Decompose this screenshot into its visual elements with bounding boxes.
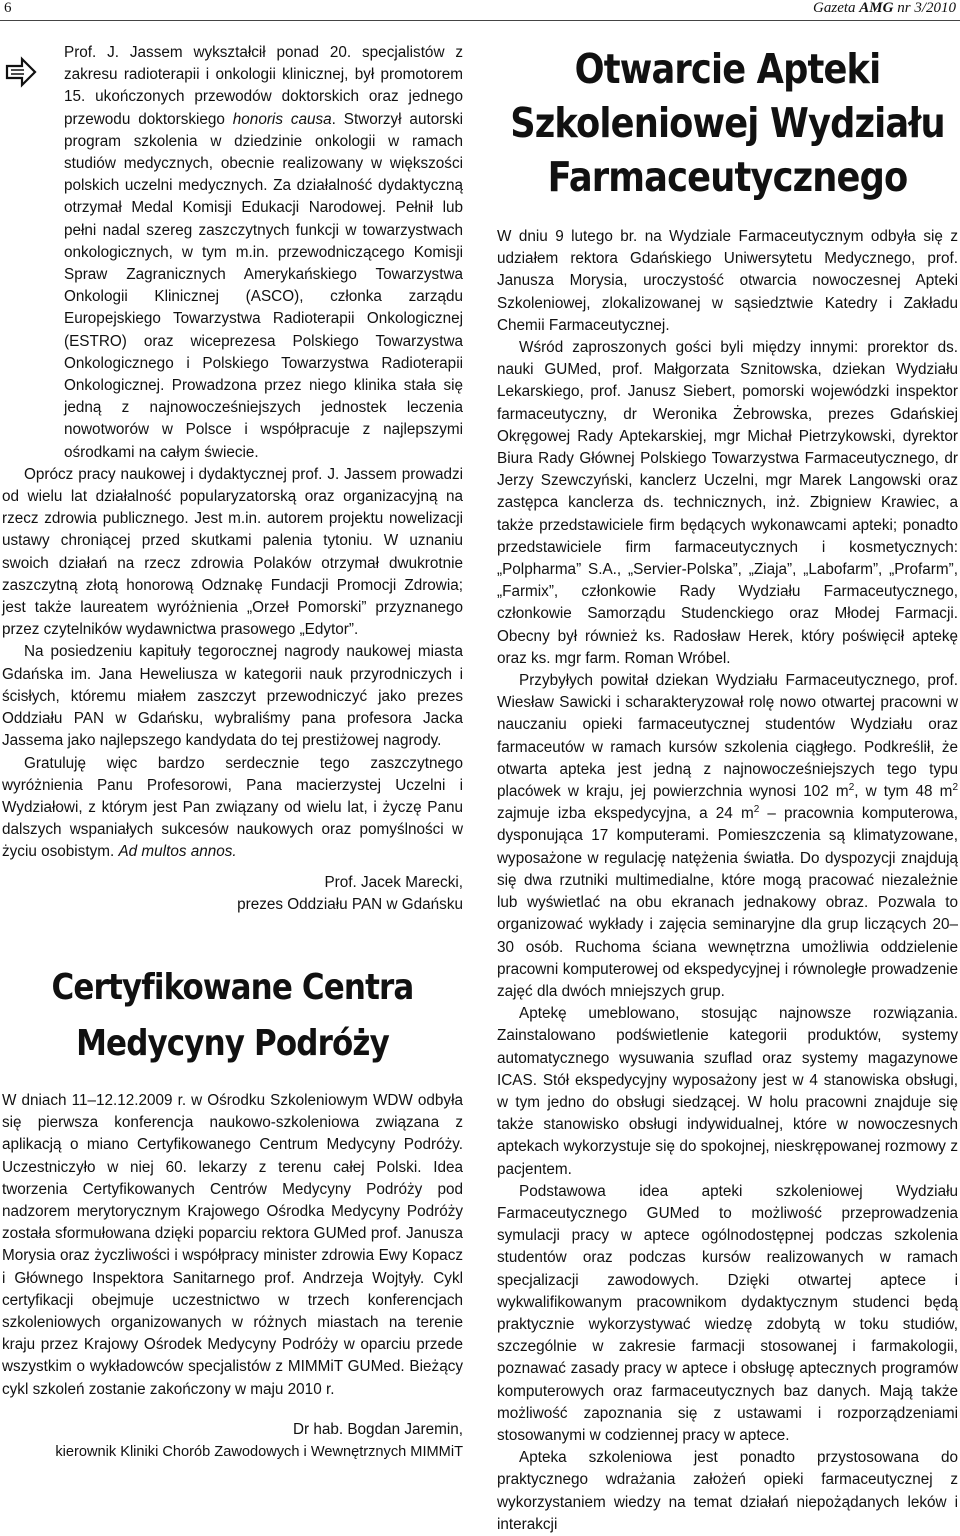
article-paragraph: Podstawowa idea apteki szkoleniowej Wydziału Farmaceutycznego GUMed to możliwość przeprowadzenia symulacji pracy w aptece ogólnodostępnej podczas szkolenia studentów oraz podczas kursów realizowanych w ramach specjalizacji zawodowych. Dzięki otwartej aptece i wykwalifikowanym pracownikom dydaktycznym studenci będą praktycznie wykorzystywać wiedzę zdobytą w toku studiów, szczególnie w zakresie farmacji stosowanej i farmakologii, poznawać zasady pracy w aptece i obsługę aptecznych programów komputerowych oraz farmaceutycznych baz danych. Mają także możliwość zapoznania się z ustawami i rozporządzeniami stosowanymi w codziennej pracy w aptece. <box>497 1182 958 1444</box>
journal-title: Gazeta AMG nr 3/2010 <box>813 0 956 16</box>
article-paragraph: Przybyłych powitał dziekan Wydziału Farmaceutycznego, prof. Wiesław Sawicki i scharakteryzował rolę nowo otwartej pracowni w nauczaniu opieki farmaceutycznej studentów Wydziału oraz farmaceutów w ramach kursów szkolenia ciągłego. Podkreślił, że otwarta apteka jest jedną z najnowocześniejszych tego typu placówek w kraju, jej powierzchnia wynosi 102 $m^2$, w tym 48 $m^2$ zajmuje izba ekspedycyjna, a 24 $m^2$ – pracownia komputerowa, dysponująca 17 komputerami. Pomieszczenia są klimatyzowane, wyposażone w regulację natężenia światła. Do dyspozycji znajdują się dwa rzutniki multimedialne, które mogą pracować niezależnie lub wyświetlać na obu ekranach jednakowy obraz. Pozwala to organizować wykłady i zajęcia seminaryjne dla grup liczących 20–30 osób. Ruchoma ściana wewnętrzna umożliwia oddzielenie pracowni komputerowej od ekspedycyjnej i równoległe prowadzenie zajęć dla dwóch mniejszych grup. <box>497 672 958 1000</box>
article-paragraph: Gratuluję więc bardzo serdecznie tego zaszczytnego wyróżnienia Panu Profesorowi, Pana macierzystej Uczelni i Wydziałowi, z którym jest Pan związany od wielu lat, i życzę Panu dalszych wspaniałych sukcesów naukowych oraz pomyślności w życiu osobistym. Ad multos annos. <box>2 754 463 861</box>
signature-title: kierownik Kliniki Chorób Zawodowych i Wewnętrznych MIMMiT <box>55 1443 463 1460</box>
right-column <box>497 42 958 1536</box>
article-paragraph: W dniach 11–12.12.2009 r. w Ośrodku Szkoleniowym WDW odbyła się pierwsza konferencja naukowo-szkoleniowa związana z aplikacją o miano Certyfikowanego Centrum Medycyny Podróży. Uczestniczyło w niej 60. lekarzy z terenu całej Polski. Idea tworzenia Certyfikowanych Centrów Medycyny Podróży pod nadzorem merytorycznym Krajowego Ośrodka Medycyny Podróży została sformułowana dzięki poparciu rektora GUMed prof. Janusza Morysia oraz życzliwości i współpracy minister zdrowia Ewy Kopacz i Głównego Inspektora Sanitarnego prof. Andrzeja Wojtyły. Cykl certyfikacji obejmuje uczestnictwo w trzech konferencjach szkoleniowych organizowanych w różnych miastach na terenie kraju przez Krajowy Ośrodek Medycyny Podróży w oparciu przede wszystkim o wykładowców specjalistów z MIMMiT GUMed. Bieżący cykl szkoleń zostanie zakończony w maju 2010 r. <box>2 1091 463 1398</box>
article-heading: Certyfikowane Centra Medycyny Podróży <box>51 966 414 1064</box>
left-column <box>2 42 463 1463</box>
article-paragraph: Wśród zaproszonych gości byli między innymi: prorektor ds. nauki GUMed, prof. Małgorzata Sznitowska, dziekan Wydziału Lekarskiego, prof. Janusz Siebert, pomorski wojewódzki inspektor farmaceutyczny, dr Weronika Żebrowska, prezes Gdańskiej Okręgowej Rady Aptekarskiej, mgr Michał Pietrzykowski, dyrektor Biura Rady Głównej Polskiego Towarzystwa Farmaceutycznego, dr Jerzy Szewczyński, kanclerz Uczelni, mgr Marek Langowski oraz zastępca kanclerza ds. technicznych, inż. Zbigniew Krawiec, a także przedstawiciele firm będących wykonawcami apteki; ponadto przedstawiciele firm farmaceutycznych i kosmetycznych: „Polpharma” S.A., „Servier-Polska”, „Ziaja”, „Labofarm”, „Profarm”, „Farmix”, członkowie Rady Wydziału Farmaceutycznego, członkowie Samorządu Studenckiego oraz Młodej Farmacji. Obecny był również ks. Radosław Herek, który poświęcił aptekę oraz ks. mgr farm. Roman Wróbel. <box>497 339 958 667</box>
article-paragraph: Aptekę umeblowano, stosując najnowsze rozwiązania. Zainstalowano podświetlenie kategorii produktów, systemy automatycznego wysuwania szuflad oraz systemy magazynowe ICAS. Stół ekspedycyjny wyposażony jest w 4 stanowiska obsługi, w tym jedno do obsługi siedzącej. W holu pracowni znajduje się także stanowisko obsługi indywidualnej, które w nowoczesnych aptekach wykorzystuje się do spokojnej, nieskrępowanej rozmowy z pacjentem. <box>497 1005 958 1178</box>
article-heading: Otwarcie Apteki Szkoleniowej Wydziału Farmaceutycznego <box>510 45 945 201</box>
article-paragraph: Oprócz pracy naukowej i dydaktycznej prof. J. Jassem prowadzi od wielu lat działalność popularyzatorską oraz organizacyjną na rzecz zdrowia publicznego. Jest m.in. autorem projektu nowelizacji ustawy chroniącej przed skutkami palenia tytoniu. W uznaniu swoich działań na rzecz zdrowia Polaków otrzymał dwukrotnie zaszczytną złotą honorową Odznakę Fundacji Promocji Zdrowia; jest także laureatem wyróżnienia „Orzeł Pomorski” przyznanego przez czytelników wydawnictwa prasowego „Edytor”. <box>2 465 463 639</box>
article-paragraph: W dniu 9 lutego br. na Wydziale Farmaceutycznym odbyła się z udziałem rektora Gdańskiego Uniwersytetu Medycznego, prof. Janusza Morysia, uroczystość otwarcia nowoczesnej Apteki Szkoleniowej, zlokalizowanej w sąsiedztwie Katedry i Zakładu Chemii Farmaceutycznej. <box>497 228 958 334</box>
signature-title: prezes Oddziału PAN w Gdańsku <box>237 895 463 913</box>
signature-name: Prof. Jacek Marecki, <box>324 873 463 891</box>
header-rule <box>0 20 960 21</box>
article-paragraph: Prof. J. Jassem wykształcił ponad 20. specjalistów z zakresu radioterapii i onkologii klinicznej, był promotorem 15. ukończonych przewodów doktorskich oraz jednego przewodu doktorskiego honoris causa. Stworzył autorski program szkolenia w dziedzinie onkologii w ramach studiów medycznych, obecnie realizowany w większości polskich uczelni medycznych. Za działalność dydaktyczną otrzymał Medal Komisji Edukacji Narodowej. Pełnił lub pełni nadal szereg zaszczytnych funkcji w towarzystwach onkologicznych, w tym m.in. przewodniczącego Komisji Spraw Zagranicznych Amerykańskiego Towarzystwa Onkologii Klinicznej (ASCO), członka zarządu Europejskiego Towarzystwa Radioterapii Onkologicznej (ESTRO) oraz wiceprezesa Polskiego Towarzystwa Onkologicznego i Polskiego Towarzystwa Radioterapii Onkologicznej. Prowadzona przez niego klinika stała się jedną z najnowocześniejszych jednostek leczenia nowotworów w Polsce i współpracuje z najlepszymi ośrodkami na całym świecie. <box>64 44 463 461</box>
page-number: 6 <box>4 0 12 16</box>
signature-name: Dr hab. Bogdan Jaremin, <box>292 1420 463 1438</box>
article-paragraph: Apteka szkoleniowa jest ponadto przystosowana do praktycznego wdrażania założeń opieki farmaceutycznej z wykorzystaniem wiedzy na temat działań niepożądanych leków i interakcji <box>497 1449 958 1533</box>
article-paragraph: Na posiedzeniu kapituły tegorocznej nagrody naukowej miasta Gdańska im. Jana Heweliusza w kategorii nauk przyrodniczych i ścisłych, któremu miałem zaszczyt przewodniczyć jako prezes Oddziału PAN w Gdańsku, wybraliśmy pana profesora Jacka Jassema jako najlepszego kandydata do tej prestiżowej nagrody. <box>2 643 463 750</box>
